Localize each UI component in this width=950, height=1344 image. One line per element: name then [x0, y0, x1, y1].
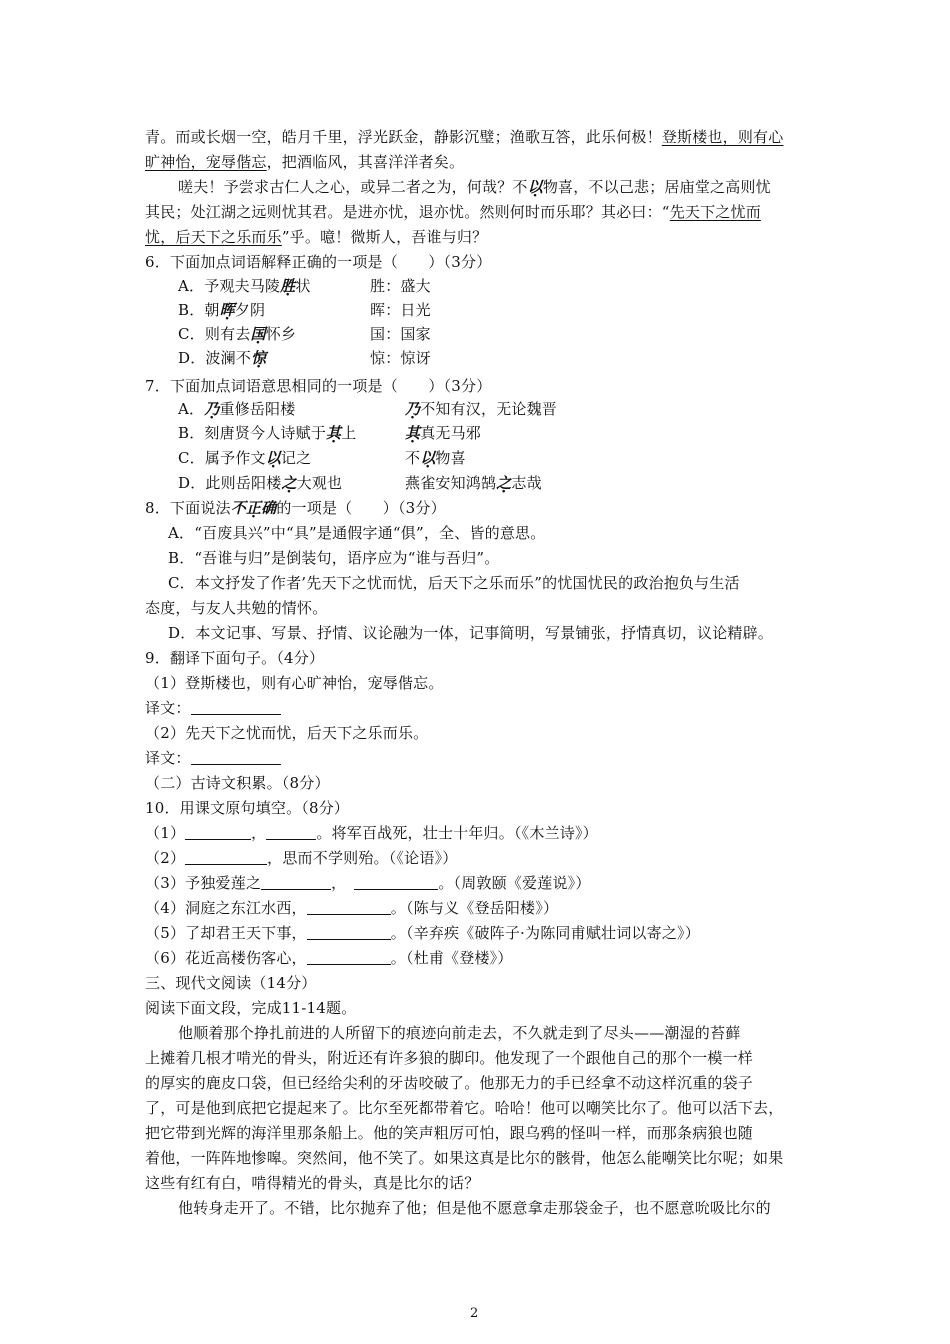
option-text: 不知有汉，无论魏晋 [420, 400, 558, 418]
option-text: 志哉 [511, 474, 542, 492]
item-text: 。（周敦颐《爱莲说》） [438, 874, 591, 892]
passage-text: 青。而或长烟一空，皓月千里，浮光跃金，静影沉璧；渔歌互答，此乐何极！ [145, 128, 662, 146]
option-text: D．此则岳阳楼 [178, 474, 282, 492]
option-text: C．则有去 [178, 325, 251, 343]
passage-line [145, 202, 825, 222]
emphasized-char: 以 [527, 178, 543, 196]
option-text: A． [178, 400, 205, 418]
passage-line [178, 177, 858, 197]
passage-line [145, 127, 825, 147]
option-text: B．刻唐贤今人诗赋于 [178, 424, 327, 442]
section-heading: （二）古诗文积累。（8分） [145, 774, 330, 792]
item-text: （4）洞庭之东江水西， [145, 899, 307, 917]
fill-blank[interactable] [185, 825, 251, 840]
q7-option-b [178, 423, 858, 443]
option-compare [405, 473, 542, 493]
q10-item-2 [145, 848, 825, 868]
option-text: C．属予作文 [178, 449, 266, 467]
stem-text: 的一项是（ ）（3分） [276, 499, 446, 517]
emphasized-char: 之 [496, 474, 512, 492]
option-text: 真无马邪 [420, 424, 482, 442]
emphasized-char: 其 [405, 424, 421, 442]
option-gloss: 惊：惊讶 [370, 349, 431, 367]
option-text: D．波澜不 [178, 349, 252, 367]
q9-answer-1 [145, 698, 825, 718]
q7-option-a [178, 399, 858, 419]
emphasized-char: 以 [420, 449, 436, 467]
item-text: 。（辛弃疾《破阵子·为陈同甫赋壮词以寄之》） [390, 924, 700, 942]
item-text: ， [331, 874, 347, 892]
q7-option-d [178, 473, 858, 493]
fill-blank[interactable] [266, 825, 316, 840]
passage-text: 其民；处江湖之远则忧其君。是进亦忧，退亦忧。然则何时而乐耶？其必曰：“ [145, 203, 670, 221]
option-text: B．朝 [178, 301, 220, 319]
q6-option-c [178, 324, 858, 344]
passage-text: ”乎。噫！微斯人，吾谁与归？ [281, 228, 488, 246]
emphasized-word: 不正确 [230, 499, 277, 517]
emphasized-char: 惊 [251, 349, 267, 367]
option-text: 重修岳阳楼 [219, 400, 296, 418]
option-compare [405, 448, 466, 468]
option-text: 状 [295, 277, 311, 295]
story-line: 了，可是他到底把它提起来了。比尔至死都带着它。哈哈！他可以嘲笑比尔了。他可以活下去， [145, 1099, 784, 1117]
passage-text: 嗟夫！予尝求古仁人之心，或异二者之为，何哉？不 [178, 178, 528, 196]
fill-blank[interactable] [354, 875, 438, 890]
q8-option-b: B．“吾谁与归”是倒装句，语序应为“谁与吾归”。 [168, 549, 500, 567]
reading-instruction: 阅读下面文段，完成11-14题。 [145, 999, 357, 1017]
q8-option-c: C．本文抒发了作者’先天下之忧而忧，后天下之乐而乐”的忧国忧民的政治抱负与生活 [168, 574, 740, 592]
underlined-text: 登斯楼也，则有心 [661, 128, 784, 146]
q10-item-6 [145, 948, 825, 968]
option-gloss: 晖：日光 [370, 301, 431, 319]
q8-option-c-cont: 态度，与友人共勉的情怀。 [145, 599, 328, 617]
q10-item-1 [145, 823, 825, 843]
fill-blank[interactable] [307, 950, 391, 965]
emphasized-char: 胜 [280, 277, 296, 295]
q7-option-c [178, 448, 858, 468]
story-line: 这些有红有白，啃得精光的骨头，真是比尔的话？ [145, 1174, 480, 1192]
item-text: （3）予独爱莲之 [145, 874, 262, 892]
q6-option-b [178, 300, 858, 320]
emphasized-char: 之 [281, 474, 297, 492]
q9-stem: 9．翻译下面句子。（4分） [145, 649, 325, 667]
q6-option-d [178, 348, 858, 368]
q6-stem: 6．下面加点词语解释正确的一项是（ ）（3分） [145, 253, 492, 271]
option-gloss: 国：国家 [370, 325, 431, 343]
q9-sentence-2: （2）先天下之忧而忧，后天下之乐而乐。 [145, 724, 429, 742]
answer-label: 译文： [145, 699, 191, 717]
emphasized-char: 其 [326, 424, 342, 442]
q9-sentence-1: （1）登斯楼也，则有心旷神怡，宠辱偕忘。 [145, 674, 444, 692]
option-text: 怀乡 [265, 325, 297, 343]
fill-blank[interactable] [307, 925, 391, 940]
item-text: 。（陈与义《登岳阳楼》） [390, 899, 559, 917]
option-text: 大观也 [296, 474, 343, 492]
fill-blank[interactable] [261, 875, 331, 890]
fill-blank[interactable] [185, 850, 267, 865]
item-text: ，思而不学则殆。（《论语》） [267, 849, 458, 867]
q8-option-d: D．本文记事、写景、抒情、议论融为一体，记事简明，写景铺张，抒情真切，议论精辟。 [168, 624, 774, 642]
item-text: （6）花近高楼伤客心， [145, 949, 307, 967]
option-compare [405, 399, 557, 419]
option-gloss: 胜：盛大 [370, 277, 431, 295]
fill-blank[interactable] [307, 900, 391, 915]
underlined-text: 旷神怡，宠辱偕忘 [145, 153, 267, 171]
item-number: （2） [145, 849, 186, 867]
page-number: 2 [470, 1306, 479, 1321]
answer-label: 译文： [145, 749, 191, 767]
passage-text: ，把酒临风，其喜洋洋者矣。 [266, 153, 465, 171]
q10-item-4 [145, 898, 825, 918]
q8-option-a: A．“百废具兴”中“具”是通假字通“俱”，全、皆的意思。 [168, 524, 546, 542]
answer-blank[interactable] [191, 700, 281, 715]
emphasized-char: 乃 [204, 400, 220, 418]
story-line: 着他，一阵阵地惨嗥。突然间，他不笑了。如果这真是比尔的骸骨，他怎么能嘲笑比尔呢；如果 [145, 1149, 784, 1167]
passage-line [145, 152, 825, 172]
underlined-text: 先天下之忧而 [669, 203, 761, 221]
option-text: 燕雀安知鸿鹄 [405, 474, 497, 492]
option-text: 记之 [280, 449, 312, 467]
option-text: 夕阴 [234, 301, 266, 319]
emphasized-char: 晖 [219, 301, 235, 319]
q10-stem: 10．用课文原句填空。（8分） [145, 799, 350, 817]
underlined-text: 忧，后天下之乐而乐 [145, 228, 282, 246]
story-line: 把它带到光辉的海洋里那条船上。他的笑声粗厉可怕，跟乌鸦的怪叫一样，而那条病狼也随 [145, 1124, 754, 1142]
option-compare [405, 423, 481, 443]
story-line: 他顺着那个挣扎前进的人所留下的痕迹向前走去，不久就走到了尽头——潮湿的苔藓 [178, 1024, 741, 1042]
emphasized-char: 以 [265, 449, 281, 467]
item-number: （1） [145, 824, 186, 842]
q8-stem [145, 498, 825, 518]
item-text: （5）了却君王天下事， [145, 924, 307, 942]
passage-text: 物喜，不以己悲；居庙堂之高则忧 [542, 178, 771, 196]
stem-text: 8．下面说法 [145, 499, 231, 517]
emphasized-char: 乃 [405, 400, 421, 418]
story-line: 上摊着几根才啃光的骨头，附近还有许多狼的脚印。他发现了一个跟他自己的那个一模一样 [145, 1049, 754, 1067]
passage-line [145, 227, 825, 247]
q6-option-a [178, 276, 858, 296]
q7-stem: 7．下面加点词语意思相同的一项是（ ）（3分） [145, 377, 492, 395]
q10-item-5 [145, 923, 825, 943]
item-text: 。（杜甫《登楼》） [390, 949, 513, 967]
q9-answer-2 [145, 748, 825, 768]
answer-blank[interactable] [191, 750, 281, 765]
story-line: 的厚实的鹿皮口袋，但已经给尖利的牙齿咬破了。他那无力的手已经拿不动这样沉重的袋子 [145, 1074, 754, 1092]
option-text: A．予观夫马陵 [178, 277, 281, 295]
emphasized-char: 国 [250, 325, 266, 343]
option-text: 物喜 [435, 449, 466, 467]
item-text: 。将军百战死，壮士十年归。（《木兰诗》） [316, 824, 598, 842]
section-heading: 三、现代文阅读（14分） [145, 974, 317, 992]
q10-item-3 [145, 873, 825, 893]
story-line: 他转身走开了。不错，比尔抛弃了他；但是他不愿意拿走那袋金子，也不愿意吮吸比尔的 [178, 1199, 771, 1217]
option-text: 上 [341, 424, 357, 442]
item-text: ， [251, 824, 267, 842]
option-text: 不 [405, 449, 421, 467]
